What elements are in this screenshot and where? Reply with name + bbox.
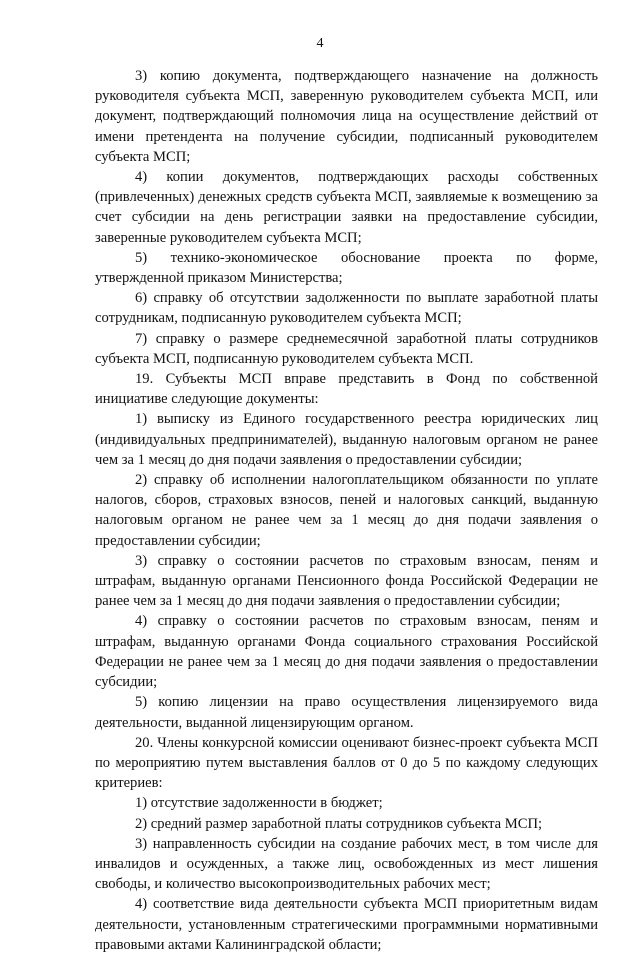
paragraph-clause-20: 20. Члены конкурсной комиссии оценивают бизнес-проект субъекта МСП по мероприятию путем выставления баллов от 0 до 5 по каждому следующих критериев: bbox=[95, 734, 598, 792]
paragraph-criterion-3: 3) направленность субсидии на создание рабочих мест, в том числе для инвалидов и осужденных, а также лиц, освобожденных из мест лишения свободы, и количество высокопроизводительных рабочих мест; bbox=[95, 835, 598, 893]
paragraph-doc-item-5-continued: утвержденной приказом Министерства; bbox=[95, 270, 343, 287]
paragraph-doc-item-3: 3) копию документа, подтверждающего назначение на должность руководителя субъекта МСП, заверенную руководителем субъекта МСП, или документ, подтверждающий полномочия лица на осуществление действий от имени претендента на получение субсидии, подписанный руководителем субъекта МСП; bbox=[95, 68, 598, 165]
page-number: 4 bbox=[316, 36, 324, 51]
paragraph-clause-19-item-4: 4) справку о состоянии расчетов по страховым взносам, пеням и штрафам, выданную органами Фонда социального страхования Российской Федерации не ранее чем за 1 месяц до дня подачи заявления о предоставлении субсидии; bbox=[95, 613, 598, 691]
paragraph-doc-item-4: 4) копии документов, подтверждающих расходы собственных (привлеченных) денежных средств субъекта МСП, заявляемые к возмещению за счет субсидии на день регистрации заявки на предоставление субсидии, заверенные руководителем субъекта МСП; bbox=[95, 169, 598, 246]
paragraph-doc-item-7: 7) справку о размере среднемесячной заработной платы сотрудников субъекта МСП, подписанную руководителем субъекта МСП. bbox=[95, 330, 598, 367]
paragraph-clause-19-item-2: 2) справку об исполнении налогоплательщиком обязанности по уплате налогов, сборов, страховых взносов, пеней и налоговых санкций, выданную налоговым органом не ранее чем за 1 месяц до дня подачи заявления о предоставлении субсидии; bbox=[95, 472, 598, 549]
paragraph-criterion-1: 1) отсутствие задолженности в бюджет; bbox=[135, 795, 383, 812]
paragraph-criterion-4: 4) соответствие вида деятельности субъекта МСП приоритетным видам деятельности, установленным стратегическими программными нормативными правовыми актами Калининградской области; bbox=[95, 896, 598, 953]
paragraph-clause-19-item-3: 3) справку о состоянии расчетов по страховым взносам, пеням и штрафам, выданную органами Пенсионного фонда Российской Федерации не ранее чем за 1 месяц до дня подачи заявления о предоставлении субсидии; bbox=[95, 552, 598, 610]
paragraph-doc-item-5: 5) технико-экономическое обоснование проекта по форме, bbox=[135, 249, 598, 266]
paragraph-doc-item-6: 6) справку об отсутствии задолженности по выплате заработной платы сотрудникам, подписанную руководителем субъекта МСП; bbox=[95, 290, 598, 327]
paragraph-criterion-2: 2) средний размер заработной платы сотрудников субъекта МСП; bbox=[135, 815, 543, 832]
paragraph-clause-19-item-1: 1) выписку из Единого государственного реестра юридических лиц (индивидуальных предпринимателей), выданную налоговым органом не ранее чем за 1 месяц до дня подачи заявления о предоставлении субсидии; bbox=[95, 411, 598, 468]
document-body bbox=[95, 66, 598, 955]
paragraph-clause-19: 19. Субъекты МСП вправе представить в Фонд по собственной инициативе следующие документы: bbox=[95, 371, 598, 408]
paragraph-clause-19-item-5: 5) копию лицензии на право осуществления лицензируемого вида деятельности, выданной лицензирующим органом. bbox=[95, 694, 598, 731]
